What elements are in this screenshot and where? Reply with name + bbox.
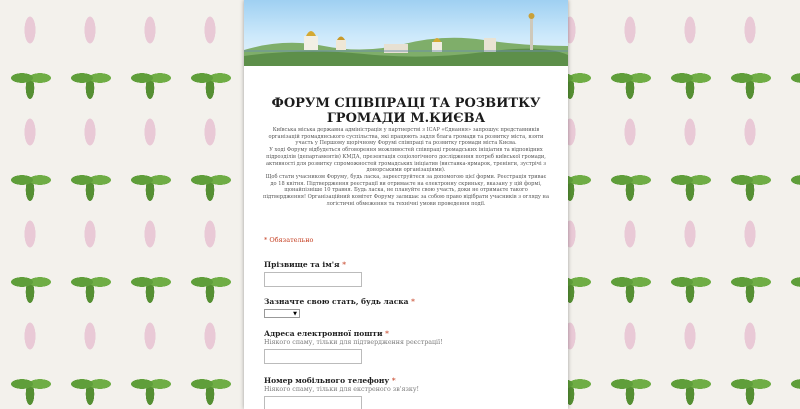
- question-help-text: Ніякого спаму, тільки для підтвердження реєстрації!: [264, 339, 443, 346]
- description-paragraph: Київська міська державна адміністрація у партнерстві з ІСАР «Єднання» запрошує представників організацій громадянського суспільства, які працюють задля блага громади та розвитку міста, взяти участь у Першому щорічному Форумі співпраці та розвитку громади міста Києва.: [268, 127, 544, 147]
- question-phone: [264, 376, 544, 409]
- question-email: [264, 329, 544, 364]
- question-gender: [264, 297, 544, 318]
- question-help-text: Ніякого спаму, тільки для екстреного зв'язку!: [264, 386, 420, 393]
- required-asterisk: *: [411, 297, 415, 306]
- required-asterisk: *: [342, 260, 346, 269]
- description-paragraph: Щоб стати учасником Форуму, будь ласка, зареєструйтеся за допомогою цієї форми. Реєстрація триває до 18 квітня. Підтвердження реєстрації ви отримаєте на електронну скриньку, вказану у цій формі, щонайпізніше 10 травня. Будь ласка, не плануйте свою участь, доки не отримаєте такого підтвердження! Організаційний комітет Форуму залишає за собою право відібрати учасників з огляду на логістичні обмеження та технічні умови проведення події.: [262, 173, 549, 207]
- required-asterisk: *: [391, 376, 396, 385]
- form-description: [262, 127, 550, 207]
- dropdown-arrow-icon: ▼: [293, 310, 297, 317]
- required-note: * Обязательно: [264, 236, 314, 244]
- skyline-illustration: [244, 0, 568, 66]
- gender-select[interactable]: [264, 309, 300, 318]
- question-label: Зазначте свою стать, будь ласка: [264, 297, 409, 306]
- phone-input[interactable]: [264, 396, 362, 409]
- question-label: Адреса електронної пошти: [264, 329, 383, 338]
- email-input[interactable]: [264, 349, 362, 364]
- question-label: Прізвище та ім'я: [264, 260, 340, 269]
- question-full-name: [264, 260, 544, 287]
- required-asterisk: *: [385, 329, 389, 338]
- kyiv-skyline-banner: [244, 0, 568, 66]
- form-card: [244, 0, 568, 409]
- description-paragraph: У ході Форуму відбудеться обговорення можливостей співпраці громадських ініціатив та відповідних підрозділів (департаментів) КМДА, презентація соціологічного дослідження потреб київської громади, активності для розвитку спроможностей громадських ініціатив (виставка-ярмарок, тренінги, зустрічі з донорськими організаціями).: [266, 147, 546, 174]
- question-label: Номер мобільного телефону: [264, 376, 390, 385]
- full-name-input[interactable]: [264, 272, 362, 287]
- form-title: ФОРУМ СПІВПРАЦІ ТА РОЗВИТКУ ГРОМАДИ М.КИЄВА: [271, 96, 541, 126]
